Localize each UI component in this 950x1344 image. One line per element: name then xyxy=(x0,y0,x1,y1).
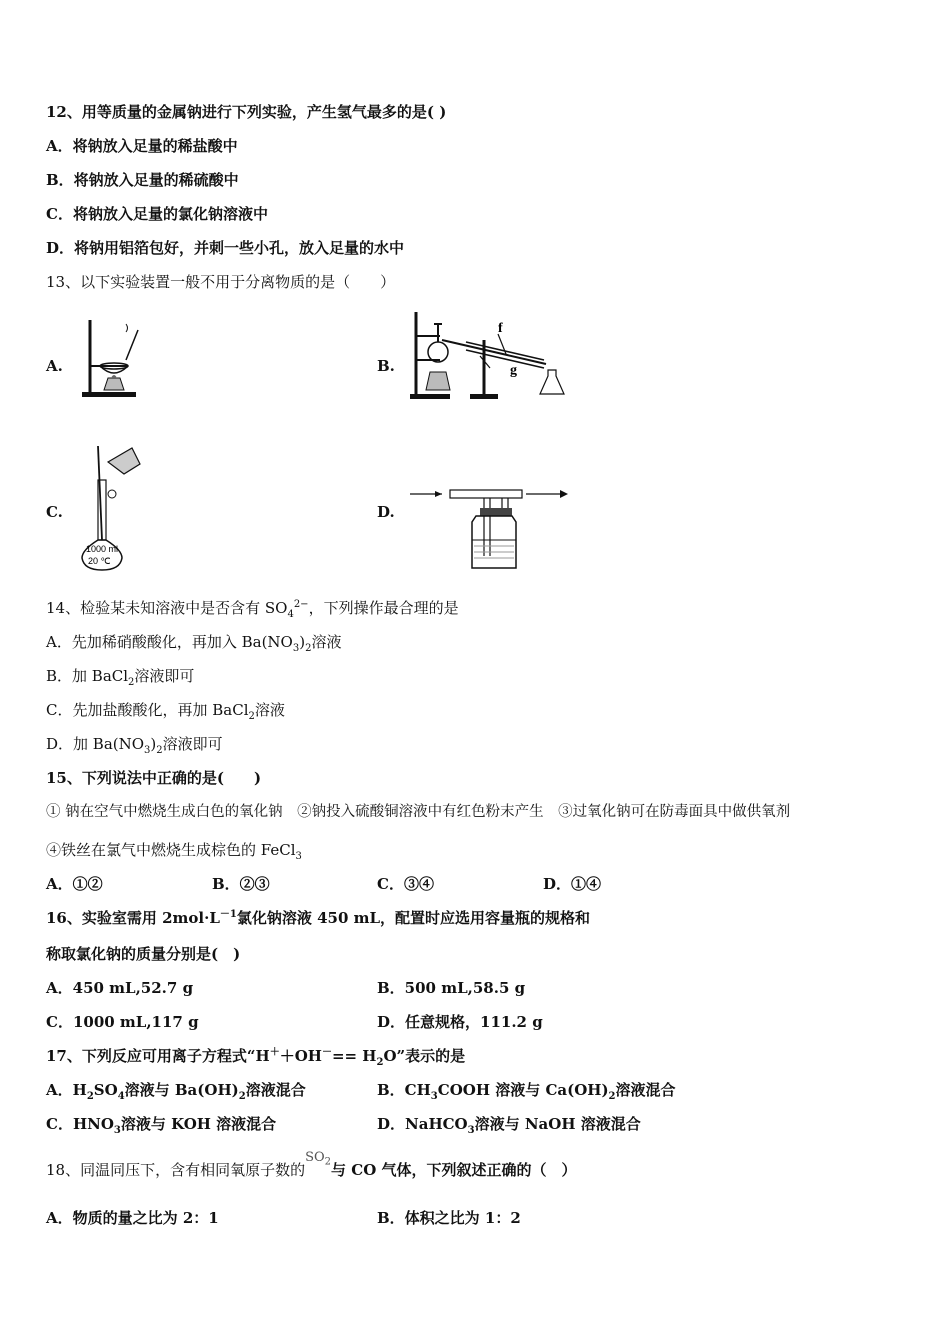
q13-option-b: B. xyxy=(377,357,395,375)
so2-formula: $SO_2$ xyxy=(305,1150,332,1168)
q17-option-d: D．NaHCO$_3$溶液与 NaOH 溶液混合 xyxy=(377,1115,641,1136)
q13-option-a: A. xyxy=(46,357,63,375)
q18-option-a: A．物质的量之比为 2：1 xyxy=(46,1209,219,1227)
q16-option-b: B．500 mL,58.5 g xyxy=(377,979,526,997)
q17-option-b: B．$CH_3COOH$ 溶液与 $Ca(OH)_2$溶液混合 xyxy=(377,1081,676,1102)
q14-option-d: D．加 $Ba(NO_3)_2$溶液即可 xyxy=(46,735,223,756)
q16-stem-line2: 称取氯化钠的质量分别是( ) xyxy=(46,945,241,963)
label-g: g xyxy=(510,363,517,378)
q15-option-a: A．①② xyxy=(46,875,103,893)
q15-option-c: C．③④ xyxy=(377,875,434,893)
label-f: f xyxy=(498,321,503,336)
q16-stem-line1: 16、实验室需用 $2mol\cdot L^{-1}$氯化钠溶液 450 mL，配置时应选用容量瓶的规格和 xyxy=(46,909,591,927)
flask-temp-text: 20 ℃ xyxy=(88,556,111,566)
volumetric-flask-figure xyxy=(76,440,144,576)
q16-option-c: C．1000 mL,117 g xyxy=(46,1013,199,1031)
q13-option-d: D. xyxy=(377,503,395,521)
q15-stem: 15、下列说法中正确的是( ) xyxy=(46,769,262,787)
q14-option-a: A．先加稀硝酸酸化，再加入 $Ba(NO_3)_2$溶液 xyxy=(46,633,342,654)
q14-option-b: B．加 BaCl$_2$溶液即可 xyxy=(46,667,195,688)
q18-option-b: B．体积之比为 1：2 xyxy=(377,1209,521,1227)
q13-stem: 13、以下实验装置一般不用于分离物质的是（ ） xyxy=(46,273,396,291)
q17-option-c: C．$HNO_3$溶液与 KOH 溶液混合 xyxy=(46,1115,277,1136)
q17-option-a: A．$H_2SO_4$溶液与 $Ba(OH)_2$溶液混合 xyxy=(46,1081,306,1102)
q16-option-a: A．450 mL,52.7 g xyxy=(46,979,194,997)
q15-statements: ① 钠在空气中燃烧生成白色的氧化钠 ②钠投入硫酸铜溶液中有红色粉末产生 ③过氧化钠可在防毒面具中做供氧剂 xyxy=(46,804,791,820)
q12-stem: 12、用等质量的金属钠进行下列实验，产生氢气最多的是( ) xyxy=(46,103,447,121)
flask-volume-text: 1000 ml xyxy=(86,544,119,554)
q17-stem: 17、下列反应可用离子方程式“$H^++OH^-== H_2O$”表示的是 xyxy=(46,1047,466,1068)
q12-option-a: A．将钠放入足量的稀盐酸中 xyxy=(46,137,238,155)
q13-option-c: C. xyxy=(46,503,63,521)
q14-stem: 14、检验某未知溶液中是否含有 $SO_4^{2-}$，下列操作最合理的是 xyxy=(46,599,459,620)
q12-option-d: D．将钠用铝箔包好，并刺一些小孔，放入足量的水中 xyxy=(46,239,405,257)
distillation-apparatus-figure xyxy=(406,310,571,402)
q16-option-d: D．任意规格，111.2 g xyxy=(377,1013,543,1031)
gas-washing-bottle-figure xyxy=(406,486,572,574)
q14-option-c: C．先加盐酸酸化，再加 BaCl$_2$溶液 xyxy=(46,701,285,722)
q15-statement-4: ④铁丝在氯气中燃烧生成棕色的 FeCl$_3$ xyxy=(46,841,302,862)
evaporation-apparatus-figure xyxy=(78,316,140,398)
q12-option-c: C．将钠放入足量的氯化钠溶液中 xyxy=(46,205,268,223)
q15-option-d: D．①④ xyxy=(543,875,602,893)
q15-option-b: B．②③ xyxy=(212,875,270,893)
q18-stem: 18、同温同压下，含有相同氧原子数的$SO_2$与 CO 气体，下列叙述正确的（ ） xyxy=(46,1150,577,1179)
q12-option-b: B．将钠放入足量的稀硫酸中 xyxy=(46,171,239,189)
